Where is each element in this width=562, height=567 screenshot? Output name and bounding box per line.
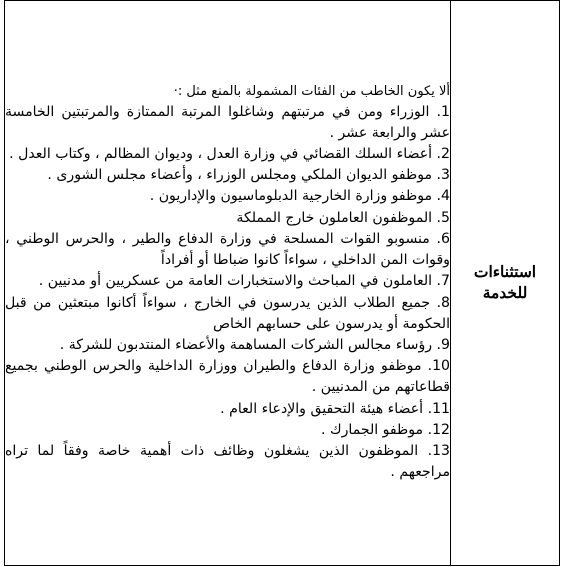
list-item: 6. منسوبو القوات المسلحة في وزارة الدفاع والطير ، والحرس الوطني ، وقوات المن الداخلي ، سواءاً كانوا ضباطا أو أفراداً xyxy=(5,230,450,269)
list-item: 13. الموظفون الذين يشغلون وظائف ذات أهمية خاصة وفقاً لما تراه مراجعهم . xyxy=(5,442,450,481)
intro-text: ألا يكون الخاطب من الفئات المشمولة بالمنع مثل :· xyxy=(173,83,450,99)
list-item: 4. موظفو وزارة الخارجية الدبلوماسيون والإداريون . xyxy=(149,188,450,205)
list-item: 9. رؤساء مجالس الشركات المساهمة والأعضاء المنتدبون للشركة . xyxy=(59,336,450,353)
row-label-line-1: استثناءات xyxy=(473,264,537,281)
list-item: 7. العاملون في المباحث والاستخبارات العامة من عسكريين أو مدنيين . xyxy=(38,273,450,290)
label-cell xyxy=(451,1,560,566)
list-item: 1. الوزراء ومن في مرتبتهم وشاغلوا المرتبة الممتازة والمرتبتين الخامسة عشر والرابعة عشر . xyxy=(5,103,450,141)
list-item: 12. موظفو الجمارك . xyxy=(321,421,450,438)
list-item: 2. أعضاء السلك القضائي في وزارة العدل ، وديوان المظالم ، وكتاب العدل . xyxy=(9,146,450,163)
content-cell xyxy=(5,1,451,566)
list-item: 3. موظفو الديوان الملكي ومجلس الوزراء ، وأعضاء مجلس الشورى . xyxy=(47,167,450,184)
row-label-line-2: للخدمة xyxy=(482,285,528,302)
list-item: 5. الموظفون العاملون خارج المملكة xyxy=(236,209,450,226)
list-item: 8. جميع الطلاب الذين يدرسون في الخارج ، سواءاً أكانوا مبتعثين من قبل الحكومة أو يدرسون على حسابهم الخاص xyxy=(5,294,451,332)
list-item: 11. أعضاء هيئة التحقيق والإدعاء العام . xyxy=(220,400,450,417)
list-item: 10. موظفو وزارة الدفاع والطيران ووزارة الداخلية والحرس الوطني بجميع قطاعاتهم من المدنيين . xyxy=(5,358,450,396)
exceptions-content xyxy=(5,83,450,484)
table-row xyxy=(5,1,560,566)
exceptions-table xyxy=(4,0,560,566)
